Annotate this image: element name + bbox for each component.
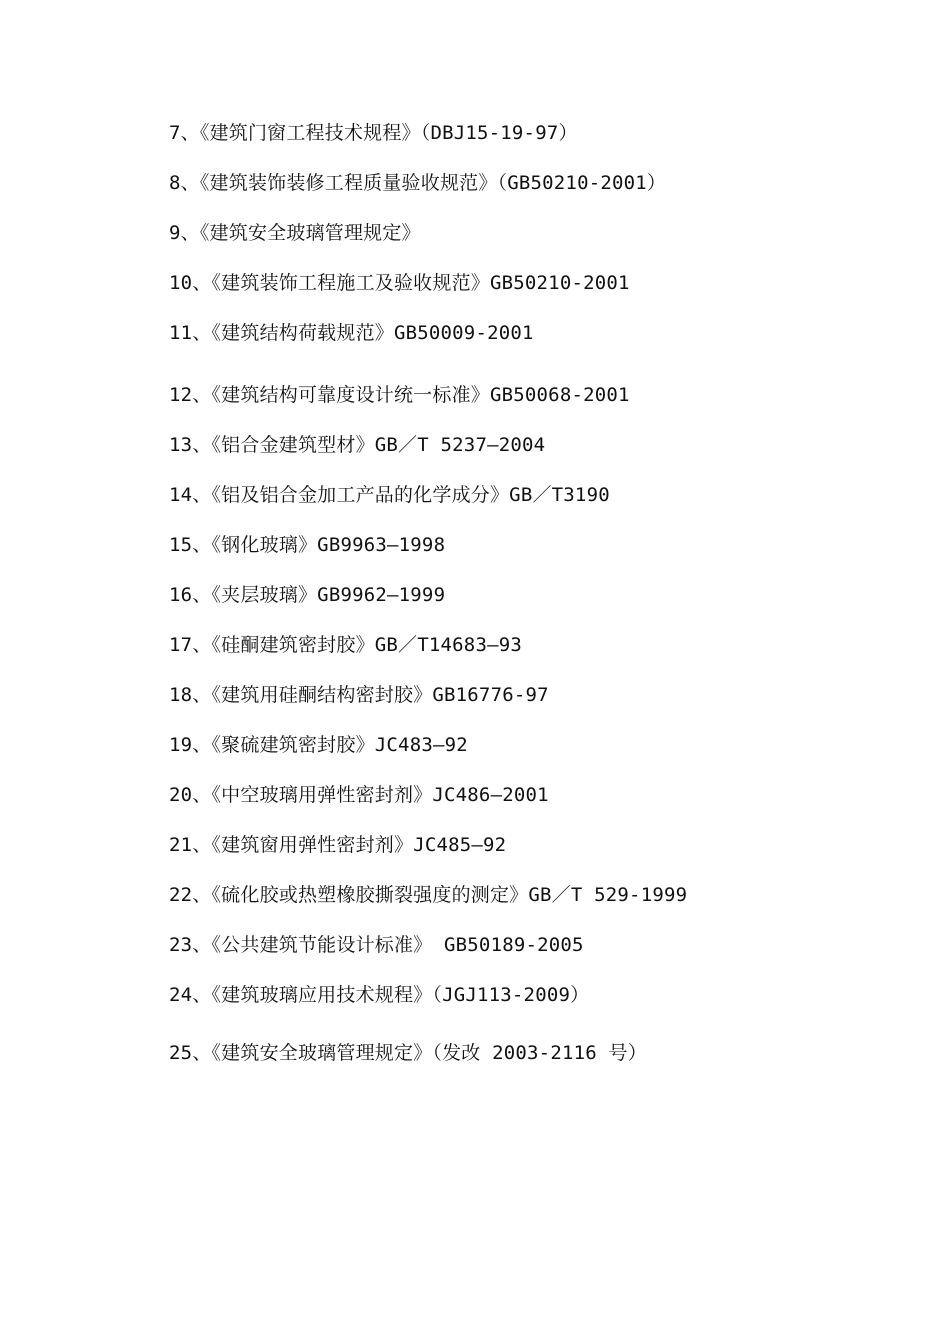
list-item: 18、《建筑用硅酮结构密封胶》GB16776-97 [169, 684, 549, 706]
list-item: 23、《公共建筑节能设计标准》 GB50189-2005 [169, 934, 584, 956]
list-item: 16、《夹层玻璃》GB9962—1999 [169, 584, 446, 606]
list-item: 24、《建筑玻璃应用技术规程》（JGJ113-2009） [169, 984, 590, 1006]
list-item: 12、《建筑结构可靠度设计统一标准》GB50068-2001 [169, 384, 630, 406]
list-item: 15、《钢化玻璃》GB9963—1998 [169, 534, 446, 556]
list-item: 8、《建筑装饰装修工程质量验收规范》（GB50210-2001） [169, 172, 667, 194]
list-item: 17、《硅酮建筑密封胶》GB／T14683—93 [169, 634, 523, 656]
list-item: 21、《建筑窗用弹性密封剂》JC485—92 [169, 834, 507, 856]
list-item: 25、《建筑安全玻璃管理规定》（发改 2003-2116 号） [169, 1042, 647, 1064]
list-item: 14、《铝及铝合金加工产品的化学成分》GB／T3190 [169, 484, 610, 506]
list-item: 13、《铝合金建筑型材》GB／T 5237—2004 [169, 434, 546, 456]
list-item: 7、《建筑门窗工程技术规程》（DBJ15-19-97） [169, 122, 578, 144]
list-item: 9、《建筑安全玻璃管理规定》 [169, 222, 421, 244]
list-item: 19、《聚硫建筑密封胶》JC483—92 [169, 734, 468, 756]
list-item: 11、《建筑结构荷载规范》GB50009-2001 [169, 322, 534, 344]
list-item: 10、《建筑装饰工程施工及验收规范》GB50210-2001 [169, 272, 630, 294]
list-item: 20、《中空玻璃用弹性密封剂》JC486—2001 [169, 784, 549, 806]
standards-list [169, 118, 909, 1088]
list-item: 22、《硫化胶或热塑橡胶撕裂强度的测定》GB／T 529-1999 [169, 884, 688, 906]
